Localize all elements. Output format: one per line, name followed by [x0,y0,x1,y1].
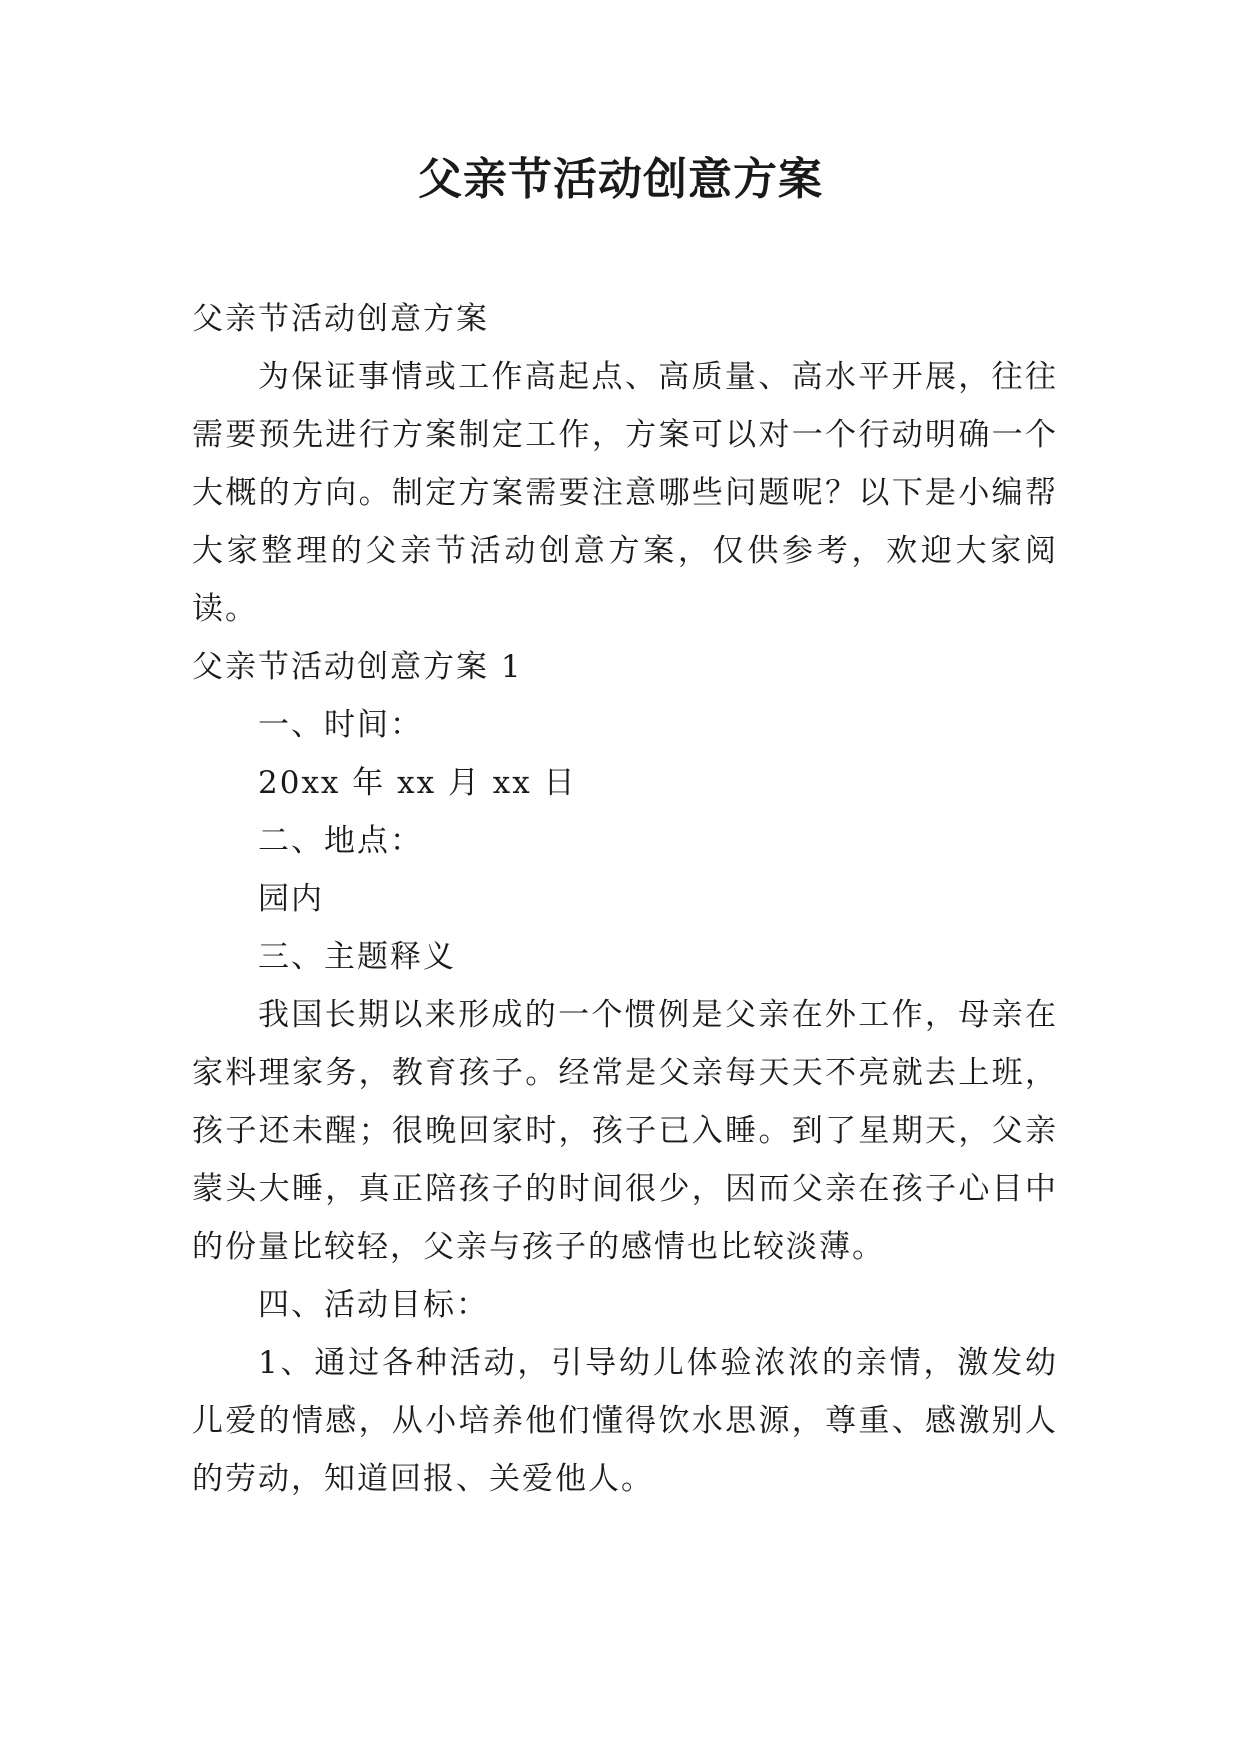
section-title: 父亲节活动创意方案 1 [192,649,523,685]
goals-heading: 四、活动目标： [258,1287,489,1323]
intro-paragraph: 为保证事情或工作高起点、高质量、高水平开展，往往需要预先进行方案制定工作，方案可以对一个行动明确一个大概的方向。制定方案需要注意哪些问题呢？以下是小编帮大家整理的父亲节活动创意方案，仅供参考，欢迎大家阅读。 [192,359,1058,627]
goal-item-1: 1、通过各种活动，引导幼儿体验浓浓的亲情，激发幼儿爱的情感，从小培养他们懂得饮水思源，尊重、感激别人的劳动，知道回报、关爱他人。 [192,1345,1058,1497]
document-title: 父亲节活动创意方案 [418,154,823,205]
theme-heading: 三、主题释义 [258,939,456,975]
time-heading: 一、时间： [258,707,423,743]
document-subtitle: 父亲节活动创意方案 [192,301,489,337]
location-heading: 二、地点： [258,823,423,859]
theme-paragraph: 我国长期以来形成的一个惯例是父亲在外工作，母亲在家料理家务，教育孩子。经常是父亲每天天不亮就去上班，孩子还未醒；很晚回家时，孩子已入睡。到了星期天，父亲蒙头大睡，真正陪孩子的时间很少，因而父亲在孩子心目中的份量比较轻，父亲与孩子的感情也比较淡薄。 [192,997,1058,1265]
document-body [192,290,1058,1508]
location-value: 园内 [258,881,324,917]
time-value: 20xx 年 xx 月 xx 日 [258,765,577,801]
